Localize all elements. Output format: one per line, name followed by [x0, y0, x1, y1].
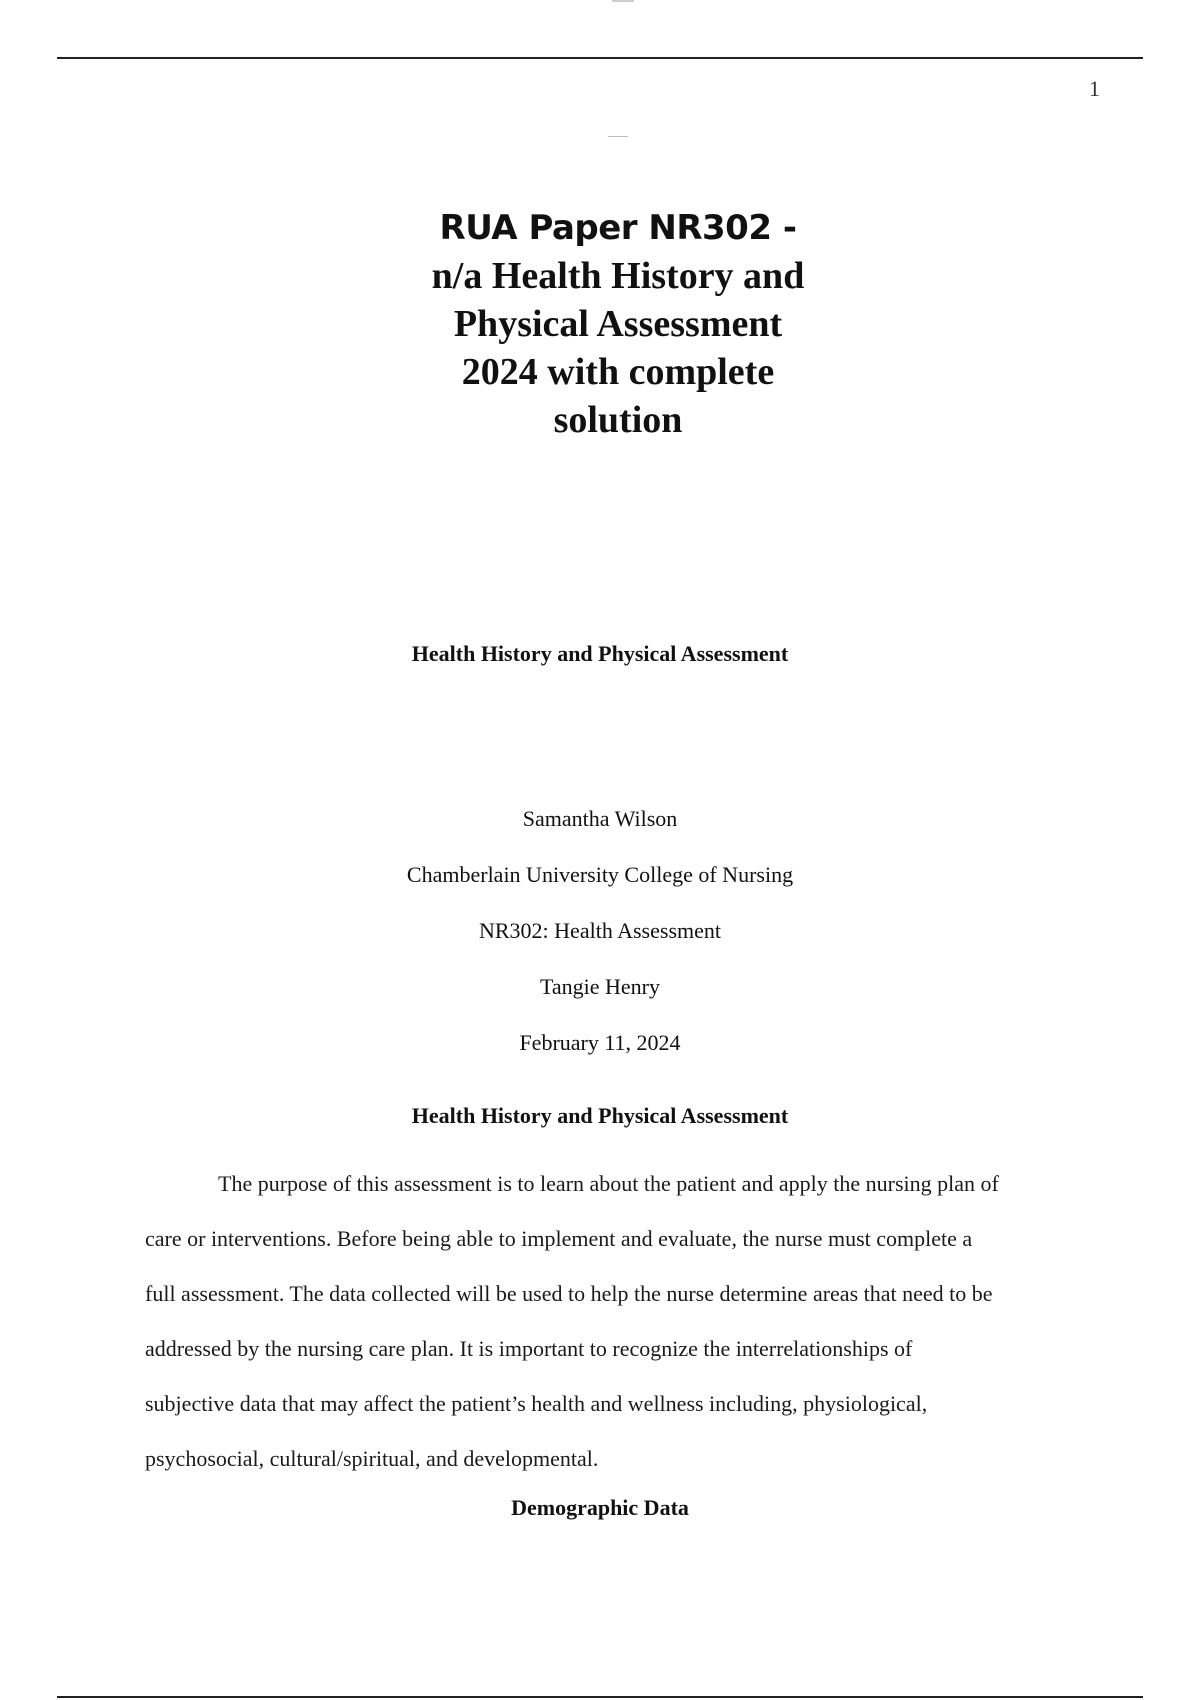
page-number: 1: [1089, 76, 1100, 101]
header-rule: [57, 57, 1143, 59]
institution-name: Chamberlain University College of Nursing: [406, 862, 794, 887]
title-line-5: solution: [553, 399, 683, 441]
section-heading: Health History and Physical Assessment: [411, 1103, 789, 1128]
paragraph-line: psychosocial, cultural/spiritual, and developmental.: [145, 1446, 599, 1471]
intro-paragraph: [145, 1156, 1090, 1486]
title-line-3: Physical Assessment: [453, 303, 783, 345]
paragraph-line: The purpose of this assessment is to learn about the patient and apply the nursing plan of: [218, 1171, 999, 1196]
paragraph-line: care or interventions. Before being able to implement and evaluate, the nurse must complete a: [145, 1226, 973, 1251]
paragraph-line: subjective data that may affect the patient’s health and wellness including, physiological,: [145, 1391, 928, 1416]
document-title: [300, 204, 936, 444]
demographic-heading: Demographic Data: [511, 1495, 689, 1520]
paragraph-line: addressed by the nursing care plan. It is important to recognize the interrelationships of: [145, 1336, 913, 1361]
cover-heading: Health History and Physical Assessment: [411, 641, 789, 666]
submission-date: February 11, 2024: [519, 1030, 681, 1055]
title-line-1: RUA Paper NR302 -: [439, 208, 797, 248]
header-dash: [608, 136, 628, 137]
title-line-2: n/a Health History and: [431, 255, 805, 297]
instructor-name: Tangie Henry: [539, 974, 661, 999]
footer-rule: [57, 1696, 1143, 1698]
author-name: Samantha Wilson: [522, 806, 678, 831]
course-name: NR302: Health Assessment: [479, 918, 721, 943]
top-edge-mark: [612, 0, 634, 2]
title-line-4: 2024 with complete: [461, 351, 775, 393]
paragraph-line: full assessment. The data collected will be used to help the nurse determine areas that need to be: [145, 1281, 993, 1306]
